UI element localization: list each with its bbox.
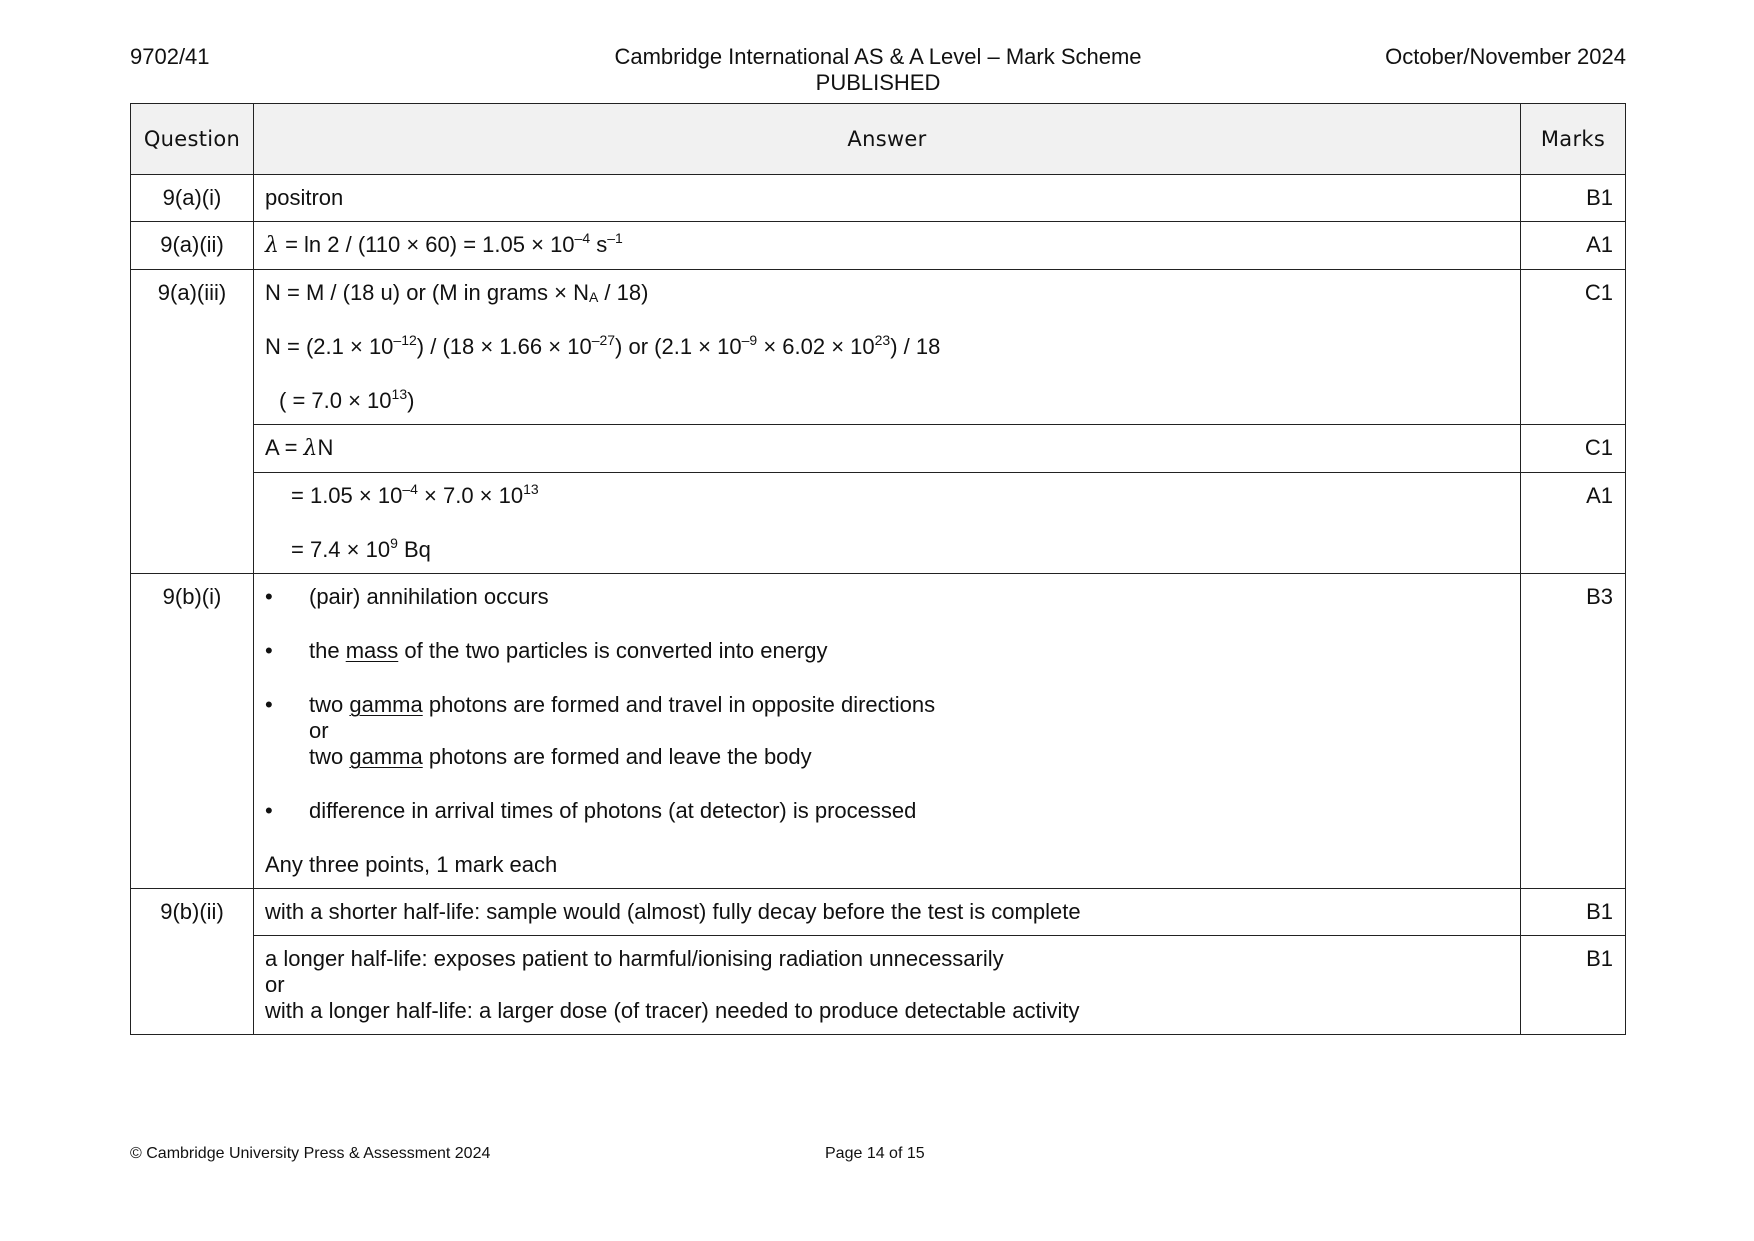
table-row <box>131 936 1626 1035</box>
table-row <box>131 889 1626 936</box>
mark-cell: B3 <box>1521 574 1626 889</box>
answer-cell: a longer half-life: exposes patient to harmful/ionising radiation unnecessarily or with a longer half-life: a larger dose (of tracer) needed to produce detectable activity <box>254 936 1521 1035</box>
answer-text: = ln 2 / (110 × 60) = 1.05 × 10 <box>278 232 575 257</box>
question-number: 9(b)(i) <box>131 574 254 889</box>
table-row <box>131 425 1626 473</box>
exam-session: October/November 2024 <box>1385 44 1626 69</box>
table-row <box>131 222 1626 270</box>
bullet-point: • difference in arrival times of photons (at detector) is processed <box>265 798 917 823</box>
bullet-icon: • <box>265 692 273 717</box>
published-label: PUBLISHED <box>815 70 941 95</box>
lambda-symbol: λ <box>265 233 279 258</box>
bullet-icon: • <box>265 798 273 823</box>
question-number: 9(b)(ii) <box>131 889 254 1035</box>
mark-cell: C1 <box>1521 270 1626 425</box>
question-number: 9(a)(iii) <box>131 270 254 574</box>
exponent: –1 <box>607 230 623 246</box>
mark-cell: B1 <box>1521 936 1626 1035</box>
mark-cell: B1 <box>1521 889 1626 936</box>
bullet-icon: • <box>265 584 273 609</box>
exponent: –4 <box>574 230 591 246</box>
answer-cell <box>254 574 1521 889</box>
table-row <box>131 270 1626 425</box>
answer-cell: with a shorter half-life: sample would (almost) fully decay before the test is complete <box>254 889 1521 936</box>
bullet-point: • (pair) annihilation occurs <box>265 584 549 609</box>
answer-line: = $7.4 \times 10^9$ Bq <box>291 535 431 562</box>
bullet-point: • the mass of the two particles is converted into energy <box>265 638 828 663</box>
answer-cell <box>254 473 1521 574</box>
answer-text: s <box>590 232 608 257</box>
answer-column-header: Answer <box>254 104 1521 175</box>
table-row <box>131 473 1626 574</box>
table-row <box>131 574 1626 889</box>
table-row <box>131 175 1626 222</box>
copyright-notice: © Cambridge University Press & Assessment 2024 <box>130 1145 491 1162</box>
bullet-icon: • <box>265 638 273 663</box>
question-number: 9(a)(i) <box>131 175 254 222</box>
answer-cell: A = λN <box>254 425 1521 473</box>
answer-line: = $1.05 \times 10^{-4} \times 7.0 \times 10^{13}$ <box>291 481 539 508</box>
question-column-header: Question <box>131 104 254 175</box>
paper-code: 9702/41 <box>130 44 210 69</box>
bullet-point: • two gamma photons are formed and travel in opposite directions or two gamma photons are formed and leave the body <box>265 692 936 769</box>
page-number: Page 14 of 15 <box>825 1145 925 1162</box>
answer-cell: positron <box>254 175 1521 222</box>
page-header <box>130 44 1626 100</box>
answer-cell <box>254 222 1521 270</box>
mark-scheme-table <box>130 103 1626 1035</box>
lambda-symbol: λ <box>303 436 318 461</box>
marks-column-header: Marks <box>1521 104 1626 175</box>
mark-cell: C1 <box>1521 425 1626 473</box>
mark-cell: B1 <box>1521 175 1626 222</box>
question-number: 9(a)(ii) <box>131 222 254 270</box>
mark-scheme-title: Cambridge International AS & A Level – Mark Scheme <box>614 44 1142 69</box>
answer-cell <box>254 270 1521 425</box>
mark-cell: A1 <box>1521 473 1626 574</box>
table-header-row <box>131 104 1626 175</box>
answer-line: N = M / (18 u) or (M in grams × $N_A / 18$) <box>265 280 649 305</box>
answer-line: ( = $7.0 \times 10^{13}$) <box>279 386 415 413</box>
marking-note: Any three points, 1 mark each <box>265 852 558 877</box>
mark-cell: A1 <box>1521 222 1626 270</box>
answer-line: $N = (2.1 \times 10^{-12}) / (18 \times 1.66 \times 10^{-27})$ or $(2.1 \times 10^{-9} \times 6.02 \times 10^{23}) / 18$ <box>265 332 941 359</box>
